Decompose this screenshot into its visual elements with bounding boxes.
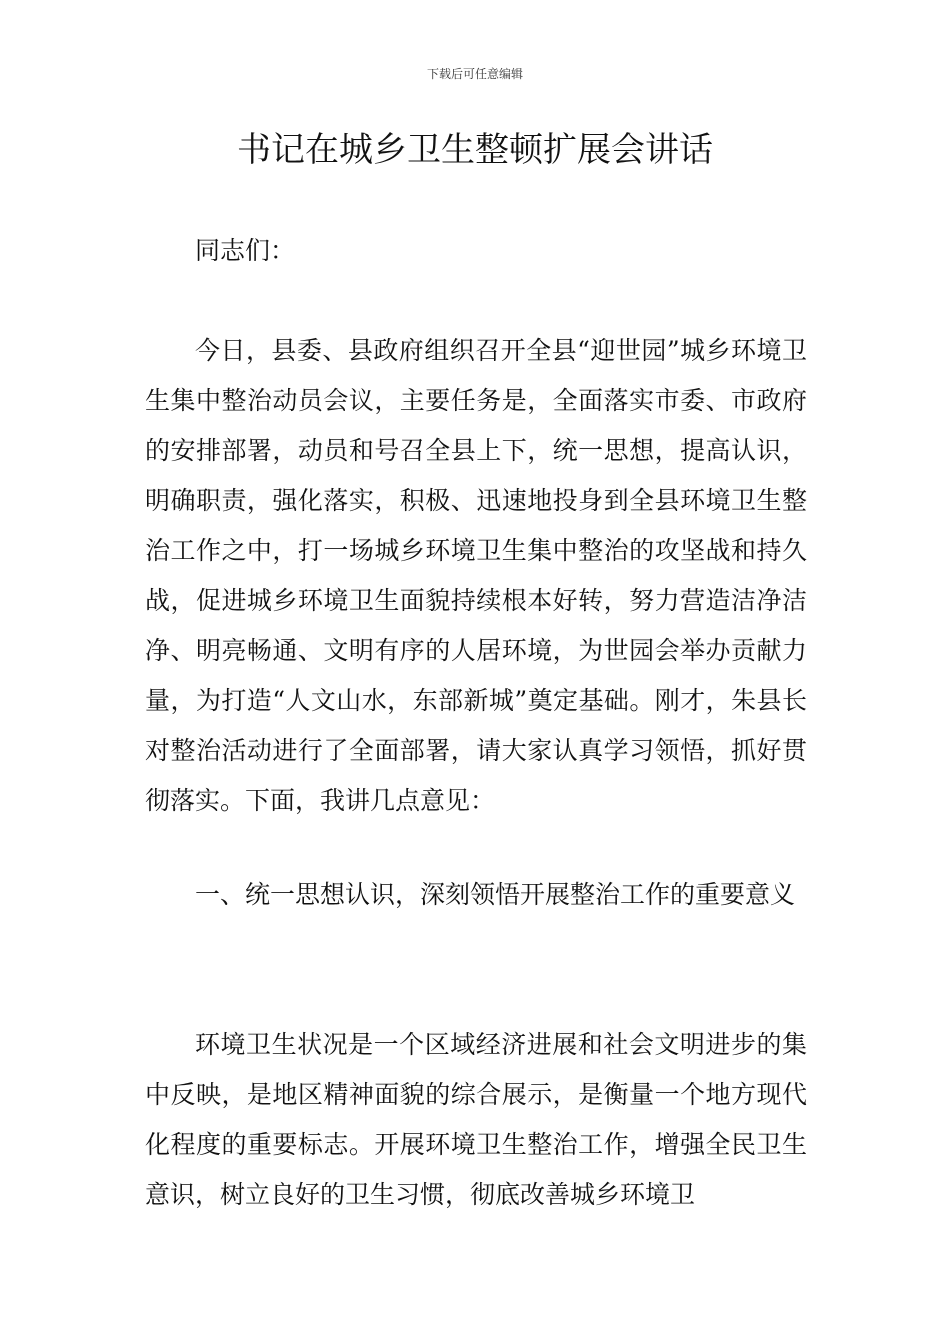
header-note: 下载后可任意编辑 (426, 67, 523, 81)
section-heading-1: 一、统一思想认识，深刻领悟开展整治工作的重要意义 (195, 880, 796, 909)
salutation: 同志们： (195, 236, 296, 265)
document-title: 书记在城乡卫生整顿扩展会讲话 (237, 130, 713, 170)
paragraph-environment: 环境卫生状况是一个区域经济进展和社会文明进步的集中反映，是地区精神面貌的综合展示，是衡量一个地方现代化程度的重要标志。开展环境卫生整治工作，增强全民卫生意识，树立良好的卫生习惯，彻底改善城乡环境卫 (145, 1030, 807, 1209)
paragraph-intro: 今日，县委、县政府组织召开全县“迎世园”城乡环境卫生集中整治动员会议，主要任务是，全面落实市委、市政府的安排部署，动员和号召全县上下，统一思想，提高认识，明确职责，强化落实，积极、迅速地投身到全县环境卫生整治工作之中，打一场城乡环境卫生集中整治的攻坚战和持久战，促进城乡环境卫生面貌持续根本好转，努力营造洁净洁净、明亮畅通、文明有序的人居环境，为世园会举办贡献力量，为打造“人文山水，东部新城”奠定基础。刚才，朱县长对整治活动进行了全面部署，请大家认真学习领悟，抓好贯彻落实。下面，我讲几点意见： (145, 336, 807, 815)
